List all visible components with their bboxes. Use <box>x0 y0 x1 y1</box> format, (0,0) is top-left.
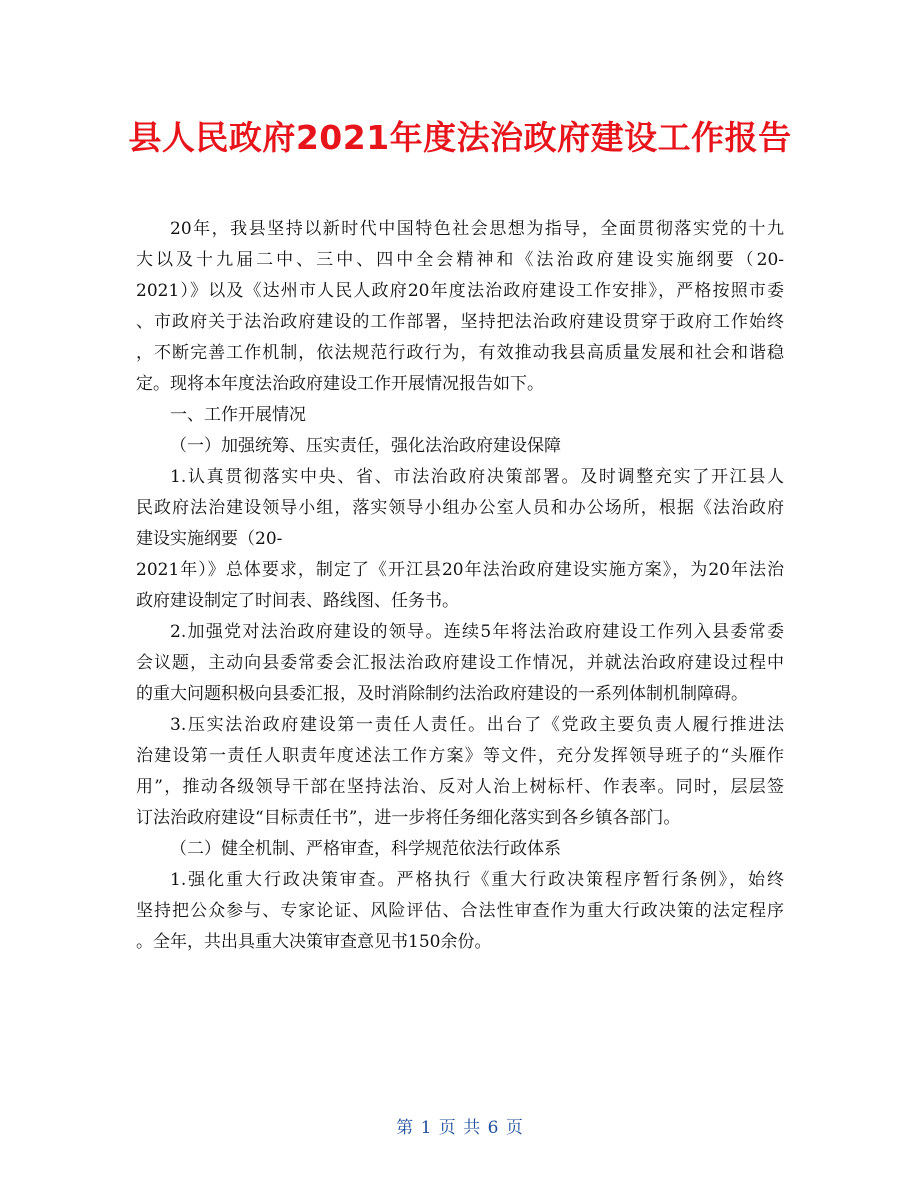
paragraph-line: 1.强化重大行政决策审查。严格执行《重大行政决策程序暂行条例》，始终 <box>170 870 784 890</box>
paragraph-line: ，不断完善工作机制，依法规范行政行为，有效推动我县高质量发展和社会和谐稳 <box>136 343 784 363</box>
paragraph-line: 3.压实法治政府建设第一责任人责任。出台了《党政主要负责人履行推进法 <box>170 715 784 735</box>
paragraph-line: 用”，推动各级领导干部在坚持法治、反对人治上树标杆、作表率。同时，层层签 <box>136 777 784 797</box>
paragraph-line: 1.认真贯彻落实中央、省、市法治政府决策部署。及时调整充实了开江县人 <box>170 467 784 487</box>
paragraph-line: 。全年，共出具重大决策审查意见书150余份。 <box>136 932 492 952</box>
paragraph-line: 、市政府关于法治政府建设的工作部署，坚持把法治政府建设贯穿于政府工作始终 <box>136 312 784 332</box>
paragraph-line: 大以及十九届二中、三中、四中全会精神和《法治政府建设实施纲要（20- <box>136 250 784 270</box>
page-footer: 第 1 页 共 6 页 <box>396 1118 524 1138</box>
paragraph-line: 坚持把公众参与、专家论证、风险评估、合法性审查作为重大行政决策的法定程序 <box>136 901 784 921</box>
paragraph-line: 定。现将本年度法治政府建设工作开展情况报告如下。 <box>136 374 544 394</box>
paragraph-line: 建设实施纲要（20- <box>136 529 283 549</box>
subsection-heading: （一）加强统筹、压实责任，强化法治政府建设保障 <box>170 436 561 456</box>
paragraph-line: 治建设第一责任人职责年度述法工作方案》等文件，充分发挥领导班子的“头雁作 <box>136 746 784 766</box>
document-title: 县人民政府2021年度法治政府建设工作报告 <box>128 118 792 157</box>
section-heading: 一、工作开展情况 <box>170 405 306 425</box>
paragraph-line: 20年，我县坚持以新时代中国特色社会思想为指导，全面贯彻落实党的十九 <box>170 219 784 239</box>
paragraph-line: 2.加强党对法治政府建设的领导。连续5年将法治政府建设工作列入县委常委 <box>170 622 784 642</box>
paragraph-line: 民政府法治建设领导小组，落实领导小组办公室人员和办公场所，根据《法治政府 <box>136 498 784 518</box>
subsection-heading: （二）健全机制、严格审查，科学规范依法行政体系 <box>170 839 561 859</box>
paragraph-line: 的重大问题积极向县委汇报，及时消除制约法治政府建设的一系列体制机制障碍。 <box>136 684 748 704</box>
document-body <box>136 214 784 958</box>
paragraph-line: 2021）》以及《达州市人民人政府20年度法治政府建设工作安排》，严格按照市委 <box>136 281 784 301</box>
paragraph-line: 会议题，主动向县委常委会汇报法治政府建设工作情况，并就法治政府建设过程中 <box>136 653 784 673</box>
paragraph-line: 2021年）》总体要求，制定了《开江县20年法治政府建设实施方案》，为20年法治 <box>136 560 784 580</box>
paragraph-line: 订法治政府建设“目标责任书”，进一步将任务细化落实到各乡镇各部门。 <box>136 808 681 828</box>
paragraph-line: 政府建设制定了时间表、路线图、任务书。 <box>136 591 459 611</box>
